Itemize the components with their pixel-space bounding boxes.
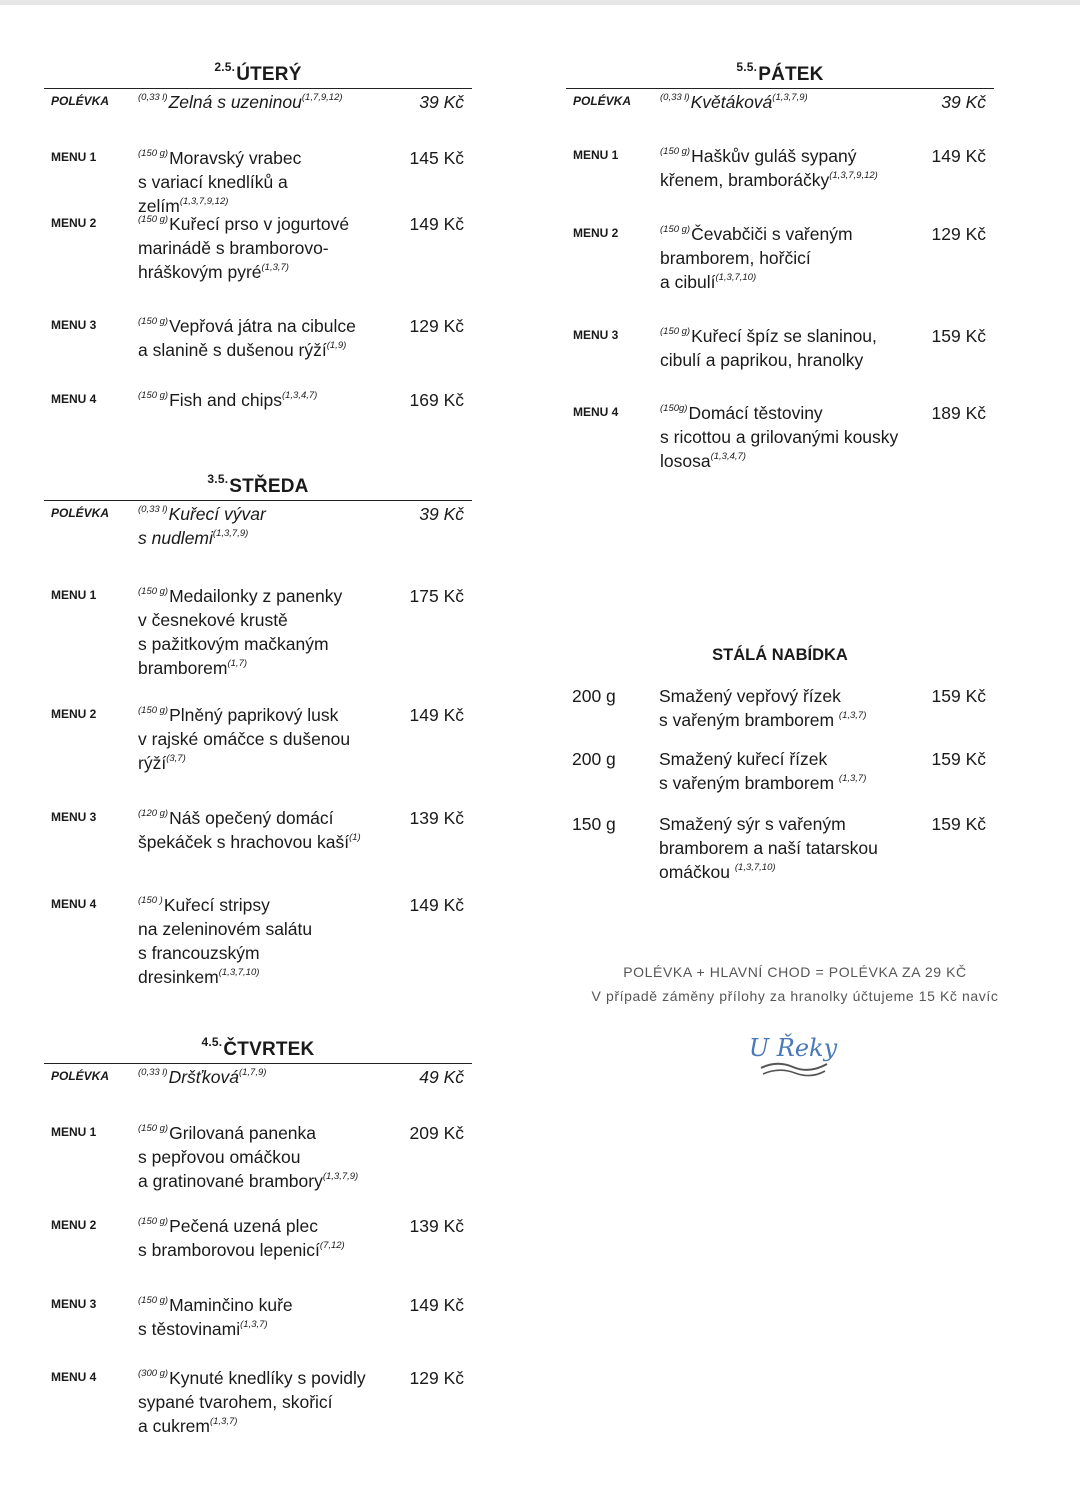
dish-line: s nudlemi <box>138 528 213 548</box>
dish-price: 149 Kč <box>409 895 464 915</box>
dish-weight: (150 g) <box>138 214 169 225</box>
dish-name <box>660 222 900 294</box>
dish-line: Kynuté knedlíky s povidly <box>169 1368 366 1388</box>
dish-line: Čevabčiči s vařeným <box>691 224 853 244</box>
dish-price: 149 Kč <box>409 1295 464 1315</box>
dish-price: 129 Kč <box>931 224 986 244</box>
dish-name <box>138 1366 378 1438</box>
day-date: 5.5. <box>736 60 758 74</box>
dish-line: Smažený sýr s vařeným <box>659 814 846 834</box>
dish-line: Moravský vrabec <box>169 148 302 168</box>
dish-price: 139 Kč <box>409 1216 464 1236</box>
dish-price: 149 Kč <box>409 214 464 234</box>
dish-line: rýží <box>138 753 167 773</box>
dish-price: 209 Kč <box>409 1123 464 1143</box>
dish-line: Pečená uzená plec <box>169 1216 318 1236</box>
logo-text: U Řeky <box>748 1034 838 1062</box>
day-title <box>44 60 472 86</box>
dish-name <box>660 144 900 192</box>
day-title <box>44 1035 472 1061</box>
dish-name <box>138 1065 378 1089</box>
dish-line: na zeleninovém salátu <box>138 919 313 939</box>
row-label: MENU 2 <box>51 1218 97 1232</box>
dish-price: 189 Kč <box>931 403 986 423</box>
dish-line: Domácí těstoviny <box>688 403 823 423</box>
row-label: MENU 3 <box>51 810 97 824</box>
dish-weight: (0,33 l) <box>138 504 168 515</box>
dish-price: 39 Kč <box>419 92 464 112</box>
dish-allergens: (1,3,7,9) <box>772 92 808 103</box>
dish-price: 39 Kč <box>941 92 986 112</box>
dish-weight: (120 g) <box>138 808 169 819</box>
row-label: POLÉVKA <box>51 94 110 108</box>
day-header <box>566 58 994 89</box>
dish-price: 39 Kč <box>419 504 464 524</box>
dish-name <box>138 90 378 114</box>
dish-line: Smažený vepřový řízek <box>659 686 841 706</box>
dish-line: špekáček s hrachovou kaší <box>138 832 350 852</box>
dish-price: 169 Kč <box>409 390 464 410</box>
day-date: 4.5. <box>201 1035 223 1049</box>
promo-line-1: POLÉVKA + HLAVNÍ CHOD = POLÉVKA ZA 29 KČ <box>623 964 967 980</box>
item-weight: 150 g <box>572 814 616 834</box>
logo-wave-icon <box>763 1070 825 1075</box>
day-header <box>44 58 472 89</box>
row-label: MENU 4 <box>51 1370 97 1384</box>
dish-allergens: (1,3,7,10) <box>218 967 260 978</box>
dish-name <box>659 684 909 732</box>
dish-line: a cibulí <box>660 272 716 292</box>
dish-line: Grilovaná panenka <box>169 1123 317 1143</box>
dish-price: 159 Kč <box>931 749 986 769</box>
dish-line: s těstovinami <box>138 1319 241 1339</box>
dish-line: marinádě s bramborovo- <box>138 238 329 258</box>
dish-price: 129 Kč <box>409 1368 464 1388</box>
row-label: MENU 2 <box>51 707 97 721</box>
dish-name <box>659 747 909 795</box>
row-label: POLÉVKA <box>51 506 110 520</box>
dish-price: 145 Kč <box>409 148 464 168</box>
dish-line: Kuřecí špíz se slaninou, <box>691 326 877 346</box>
dish-allergens: (1,3,7) <box>209 1416 238 1427</box>
dish-name <box>138 146 378 218</box>
row-label: POLÉVKA <box>51 1069 110 1083</box>
dish-allergens: (1,7) <box>227 658 248 669</box>
dish-line: hráškovým pyré <box>138 262 262 282</box>
dish-weight: (300 g) <box>138 1368 169 1379</box>
dish-price: 149 Kč <box>409 705 464 725</box>
dish-allergens: (1) <box>349 832 361 843</box>
dish-allergens: (1,3,7,9,12) <box>179 196 229 207</box>
dish-line: omáčkou <box>659 862 735 882</box>
dish-allergens: (7,12) <box>319 1240 345 1251</box>
day-title <box>44 472 472 498</box>
row-label: MENU 4 <box>51 897 97 911</box>
dish-weight: (0,33 l) <box>138 1067 168 1078</box>
item-weight: 200 g <box>572 686 616 706</box>
dish-price: 175 Kč <box>409 586 464 606</box>
row-label: MENU 4 <box>573 405 619 419</box>
dish-line: s pažitkovým mačkaným <box>138 634 329 654</box>
dish-weight: (150 g) <box>138 316 169 327</box>
dish-allergens: (1,3,7) <box>261 262 289 273</box>
row-label: MENU 1 <box>51 150 97 164</box>
dish-weight: (150 g) <box>138 148 169 159</box>
dish-name <box>138 1121 378 1193</box>
dish-line: Medailonky z panenky <box>169 586 343 606</box>
dish-line: s ricottou a grilovanými kousky <box>660 427 899 447</box>
row-label: MENU 4 <box>51 392 97 406</box>
dish-weight: (150 ) <box>138 895 163 906</box>
day-header <box>44 470 472 501</box>
dish-weight: (0,33 l) <box>138 92 168 103</box>
day-name: STŘEDA <box>229 476 309 497</box>
dish-allergens: (1,3,4,7) <box>710 451 746 462</box>
dish-name <box>138 806 378 854</box>
dish-weight: (150 g) <box>138 586 169 597</box>
dish-name <box>659 812 909 884</box>
row-label: MENU 2 <box>573 226 619 240</box>
dish-line: křenem, bramboráčky <box>660 170 830 190</box>
dish-allergens: (1,9) <box>326 340 347 351</box>
dish-allergens: (1,3,7) <box>838 773 867 784</box>
dish-allergens: (1,3,4,7) <box>281 390 318 401</box>
dish-weight: (150 g) <box>138 705 169 716</box>
dish-allergens: (1,7,9,12) <box>301 92 343 103</box>
dish-price: 159 Kč <box>931 326 986 346</box>
promo-line-2: V případě záměny přílohy za hranolky účtujeme 15 Kč navíc <box>591 988 999 1004</box>
dish-line: bramborem <box>138 658 228 678</box>
dish-weight: (150 g) <box>138 390 169 401</box>
dish-line: Maminčino kuře <box>169 1295 293 1315</box>
dish-line: Zelná s uzeninou <box>168 92 302 112</box>
dish-allergens: (1,3,7,10) <box>715 272 757 283</box>
dish-line: cibulí a paprikou, hranolky <box>660 350 864 370</box>
dish-weight: (150 g) <box>138 1295 169 1306</box>
dish-line: Náš opečený domácí <box>169 808 334 828</box>
permanent-menu-title: STÁLÁ NABÍDKA <box>712 646 848 664</box>
dish-line: s bramborovou lepenicí <box>138 1240 320 1260</box>
row-label: POLÉVKA <box>573 94 632 108</box>
dish-allergens: (1,3,7,9,12) <box>829 170 878 181</box>
dish-allergens: (1,3,7,10) <box>734 862 776 873</box>
row-label: MENU 1 <box>573 148 619 162</box>
day-name: ČTVRTEK <box>223 1039 315 1060</box>
day-friday <box>566 58 994 471</box>
row-label: MENU 3 <box>51 1297 97 1311</box>
row-label: MENU 1 <box>51 1125 97 1139</box>
dish-name <box>138 388 378 412</box>
day-title <box>566 60 994 86</box>
day-wednesday <box>44 470 472 987</box>
dish-line: a slanině s dušenou rýží <box>138 340 327 360</box>
dish-weight: (150 g) <box>138 1216 169 1227</box>
dish-line: v česnekové krustě <box>138 610 288 630</box>
dish-line: Květáková <box>690 92 773 112</box>
dish-line: Smažený kuřecí řízek <box>659 749 828 769</box>
dish-price: 49 Kč <box>419 1067 464 1087</box>
item-weight: 200 g <box>572 749 616 769</box>
dish-name <box>138 703 378 775</box>
dish-name <box>660 401 930 473</box>
day-date: 2.5. <box>214 60 236 74</box>
dish-line: a gratinované brambory <box>138 1171 323 1191</box>
dish-price: 129 Kč <box>409 316 464 336</box>
dish-name <box>138 314 378 362</box>
dish-line: Kuřecí prso v jogurtové <box>169 214 350 234</box>
dish-line: v rajské omáčce s dušenou <box>138 729 351 749</box>
dish-allergens: (1,7,9) <box>238 1067 267 1078</box>
dish-line: Dršťková <box>168 1067 239 1087</box>
row-label: MENU 3 <box>51 318 97 332</box>
dish-allergens: (1,3,7) <box>240 1319 268 1330</box>
dish-weight: (150g) <box>660 403 688 414</box>
day-thursday <box>44 1033 472 1436</box>
dish-weight: (150 g) <box>138 1123 169 1134</box>
dish-name <box>660 324 900 372</box>
dish-line: Fish and chips <box>169 390 282 410</box>
dish-line: lososa <box>660 451 711 471</box>
row-label: MENU 3 <box>573 328 619 342</box>
dish-allergens: (1,3,7,9) <box>212 528 249 539</box>
dish-line: s pepřovou omáčkou <box>138 1147 301 1167</box>
dish-line: Kuřecí vývar <box>168 504 266 524</box>
dish-line: Haškův guláš sypaný <box>691 146 857 166</box>
dish-weight: (150 g) <box>660 326 691 337</box>
day-date: 3.5. <box>207 472 229 486</box>
dish-line: bramborem a naší tatarskou <box>659 838 878 858</box>
dish-price: 159 Kč <box>931 814 986 834</box>
dish-line: s variací knedlíků a zelím <box>138 172 288 216</box>
dish-line: s vařeným bramborem <box>659 710 839 730</box>
dish-name <box>138 893 378 989</box>
restaurant-logo <box>748 1030 838 1082</box>
day-tuesday <box>44 58 472 410</box>
day-name: ÚTERÝ <box>236 64 302 85</box>
dish-line: bramborem, hořčicí <box>660 248 811 268</box>
row-label: MENU 1 <box>51 588 97 602</box>
dish-allergens: (1,3,7,9) <box>322 1171 359 1182</box>
dish-name <box>138 1293 378 1341</box>
dish-name <box>138 584 378 680</box>
dish-price: 159 Kč <box>931 686 986 706</box>
dish-weight: (150 g) <box>660 224 691 235</box>
dish-price: 139 Kč <box>409 808 464 828</box>
dish-allergens: (3,7) <box>166 753 186 764</box>
dish-name <box>138 1214 378 1262</box>
dish-line: a cukrem <box>138 1416 210 1436</box>
day-header <box>44 1033 472 1064</box>
dish-name <box>660 90 900 114</box>
row-label: MENU 2 <box>51 216 97 230</box>
dish-line: dresinkem <box>138 967 219 987</box>
dish-price: 149 Kč <box>931 146 986 166</box>
dish-line: s francouzským <box>138 943 260 963</box>
dish-weight: (0,33 l) <box>660 92 690 103</box>
logo-wave-icon <box>761 1064 827 1070</box>
dish-line: Plněný paprikový lusk <box>169 705 339 725</box>
dish-weight: (150 g) <box>660 146 691 157</box>
day-name: PÁTEK <box>758 64 824 85</box>
dish-name <box>138 502 378 550</box>
dish-name <box>138 212 378 284</box>
dish-line: Kuřecí stripsy <box>163 895 270 915</box>
dish-line: sypané tvarohem, skořicí <box>138 1392 333 1412</box>
dish-line: s vařeným bramborem <box>659 773 839 793</box>
dish-line: Vepřová játra na cibulce <box>169 316 356 336</box>
dish-allergens: (1,3,7) <box>838 710 867 721</box>
top-bar <box>0 0 1080 5</box>
